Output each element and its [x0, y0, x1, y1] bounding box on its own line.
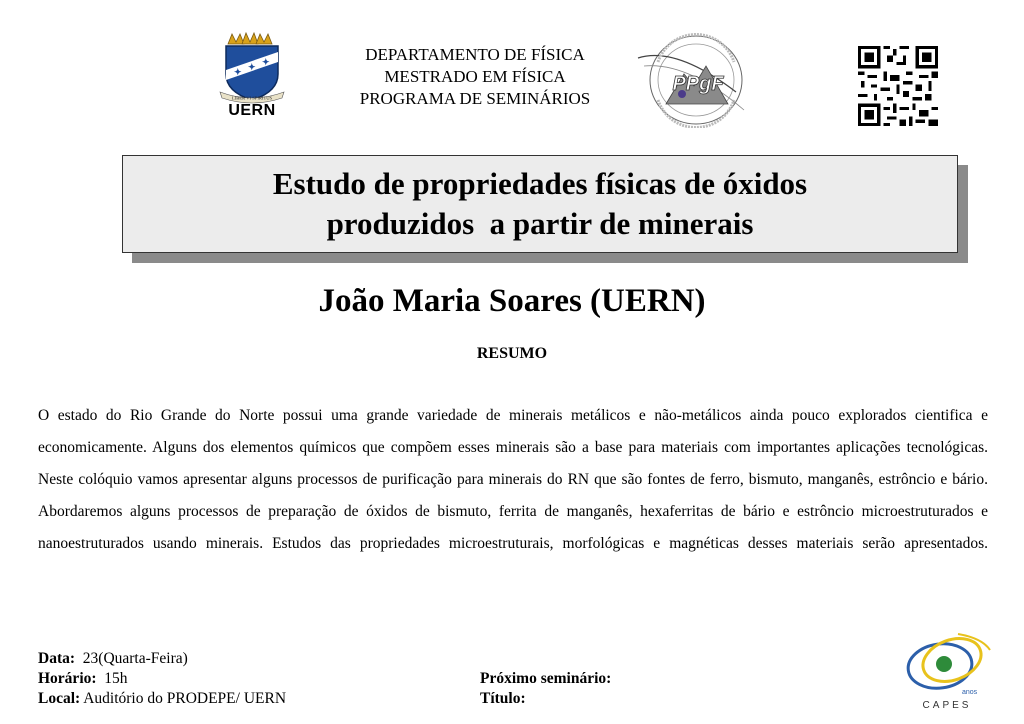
capes-logo-icon	[898, 630, 996, 714]
svg-text:✦: ✦	[234, 67, 242, 77]
ppgf-logo	[636, 32, 754, 128]
place-label: Local:	[38, 690, 81, 707]
event-info	[38, 649, 286, 709]
department-line: DEPARTAMENTO DE FÍSICA	[365, 45, 585, 64]
time-row	[38, 669, 286, 689]
next-seminar-info	[480, 669, 611, 709]
capes-logo	[898, 630, 996, 714]
svg-text:✦: ✦	[262, 57, 270, 67]
time-value: 15h	[104, 670, 128, 687]
next-seminar-label: Próximo seminário:	[480, 670, 612, 687]
qr-code-icon[interactable]	[858, 46, 938, 126]
date-row	[38, 649, 286, 669]
uern-logo	[214, 30, 290, 122]
speaker-name: João Maria Soares (UERN)	[318, 283, 706, 319]
time-label: Horário:	[38, 670, 97, 687]
ppgf-seal-icon	[636, 32, 754, 128]
seminar-title	[160, 164, 920, 244]
seminar-program-line: PROGRAMA DE SEMINÁRIOS	[359, 89, 591, 108]
department-header	[320, 44, 630, 110]
next-seminar-title-label: Título:	[480, 690, 526, 707]
abstract-text: O estado do Rio Grande do Norte possui uma grande variedade de minerais metálicos e não-metálicos ainda pouco explorados cientifica e economicamente. Alguns dos elementos químicos que compõem esses minerais são a base para materiais com importantes aplicações tecnológicas. Neste colóquio vamos apresentar alguns processos de purificação para minerais do RN que são fontes de ferro, bismuto, manganês, estrôncio e bário. Abordaremos alguns processos de preparação de óxidos de bismuto, ferrita de manganês, hexaferritas de bário e estrôncio microestruturados e nanoestruturados usando minerais. Estudos das propriedades microestruturais, morfológicas e magnéticas desses materiais serão apresentados.	[38, 407, 988, 552]
place-value: Auditório do PRODEPE/ UERN	[83, 690, 287, 707]
uern-wordmark: UERN	[228, 102, 276, 119]
uern-coat-of-arms-icon	[214, 30, 290, 104]
program-line: MESTRADO EM FÍSICA	[384, 67, 566, 86]
place-row	[38, 689, 286, 709]
date-label: Data:	[38, 650, 76, 667]
seminar-title-line-2: produzidos a partir de minerais	[326, 206, 754, 241]
seminar-title-line-1: Estudo de propriedades físicas de óxidos	[272, 166, 808, 201]
qr-code[interactable]	[858, 46, 938, 126]
ppgf-wordmark: PPgF	[672, 73, 724, 95]
abstract-heading: RESUMO	[476, 345, 548, 362]
svg-text:LIBER VI SPIRITUS: LIBER VI SPIRITUS	[231, 95, 273, 101]
svg-text:✦: ✦	[248, 62, 256, 72]
svg-text:anos: anos	[962, 689, 978, 696]
capes-wordmark: CAPES	[922, 700, 972, 711]
date-value: 23(Quarta-Feira)	[82, 650, 188, 667]
title-box	[122, 155, 958, 253]
